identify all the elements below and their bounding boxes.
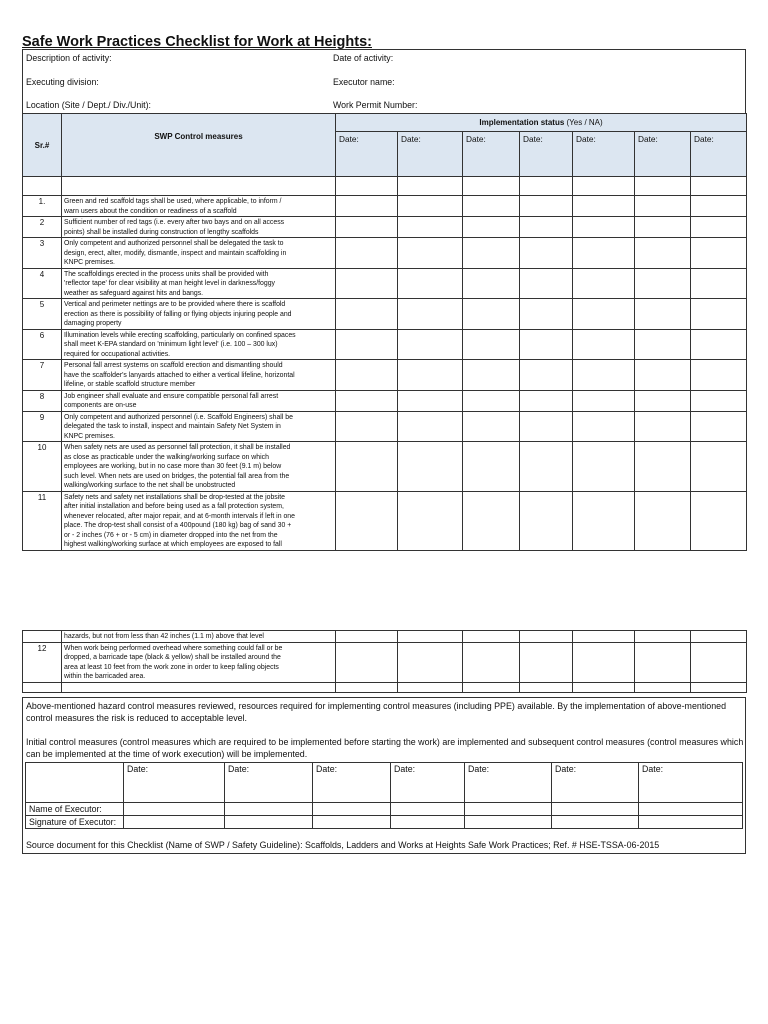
control-measure-line: Only competent and authorized personnel (i.e. Scaffold Engineers) shall be (64, 413, 293, 421)
status-cell[interactable] (463, 442, 520, 492)
control-measure-text (62, 360, 336, 391)
executor-name-cell[interactable] (639, 803, 743, 816)
control-measure-row (23, 390, 747, 411)
control-measure-line: design, erect, alter, modify, dismantle, inspect and maintain scaffolding in (64, 249, 287, 257)
status-cell[interactable] (691, 299, 747, 330)
control-measure-text (62, 442, 336, 492)
status-cell[interactable] (398, 411, 463, 442)
control-measure-line: damaging property (64, 320, 122, 327)
status-cell[interactable] (635, 442, 691, 492)
executor-date-cell[interactable]: Date: (313, 763, 391, 803)
control-measure-text (62, 268, 336, 299)
control-measure-line: warn users about the condition or readiness of a scaffold (64, 207, 237, 215)
row-number: 5 (23, 299, 62, 330)
status-cell[interactable] (691, 268, 747, 299)
executor-signature-cell[interactable] (552, 816, 639, 829)
control-measure-line: delegated the task to install, inspect and maintain Safety Net System in (64, 423, 281, 430)
executor-name-cell[interactable] (552, 803, 639, 816)
status-cell[interactable] (691, 360, 747, 391)
status-cell[interactable] (573, 329, 635, 360)
executor-name-cell[interactable] (225, 803, 313, 816)
status-cell[interactable] (463, 360, 520, 391)
status-cell[interactable] (520, 329, 573, 360)
date-of-activity-field[interactable]: Date of activity: (333, 53, 394, 63)
status-cell[interactable] (398, 329, 463, 360)
control-measure-text (62, 196, 336, 217)
implementation-status-header: Implementation status (Yes / NA) (336, 114, 747, 132)
control-measure-text (62, 217, 336, 238)
continuation-row (23, 631, 747, 643)
control-measure-line: weather as safeguard against hits and bangs. (64, 289, 204, 297)
control-measure-line: walking/working surface to the net shall be unobstructed (64, 482, 236, 489)
control-measure-line: required for occupational activities. (64, 350, 171, 358)
status-cell[interactable] (520, 268, 573, 299)
control-measure-text (62, 299, 336, 330)
status-cell[interactable] (691, 329, 747, 360)
control-measure-row (23, 442, 747, 492)
row-number: 7 (23, 360, 62, 391)
source-document-note: Source document for this Checklist (Name of SWP / Safety Guideline): Scaffolds, Ladders and Works at Heights Safe Work Practices; Ref. # HSE-TSSA-06-2015 (26, 840, 660, 850)
implementation-date-header[interactable]: Date: (635, 132, 691, 177)
control-measure-row (23, 360, 747, 391)
status-cell[interactable] (336, 268, 398, 299)
control-measure-line: points) shall be installed during construction of lengthy scaffolds (64, 228, 259, 236)
status-cell[interactable] (691, 442, 747, 492)
executor-signature-cell[interactable] (465, 816, 552, 829)
status-cell[interactable] (398, 299, 463, 330)
executing-division-field[interactable]: Executing division: (26, 77, 99, 87)
control-measure-line: Illumination levels while erecting scaffolding, particularly on confined spaces (64, 331, 296, 339)
status-cell[interactable] (635, 299, 691, 330)
implementation-date-header[interactable]: Date: (573, 132, 635, 177)
status-cell[interactable] (398, 682, 463, 692)
executor-date-cell[interactable]: Date: (124, 763, 225, 803)
executor-date-cell[interactable]: Date: (465, 763, 552, 803)
row-number: 10 (23, 442, 62, 492)
location-field[interactable]: Location (Site / Dept./ Div./Unit): (26, 100, 151, 110)
status-cell[interactable] (336, 491, 398, 550)
status-cell[interactable] (635, 682, 691, 692)
row-number: 12 (23, 642, 62, 682)
status-cell[interactable] (691, 390, 747, 411)
executor-date-cell[interactable]: Date: (225, 763, 313, 803)
status-cell[interactable] (336, 217, 398, 238)
status-cell[interactable] (398, 442, 463, 492)
control-measure-row (23, 217, 747, 238)
executor-signature-cell[interactable] (639, 816, 743, 829)
executor-date-cell[interactable]: Date: (391, 763, 465, 803)
blank-row (23, 682, 747, 692)
status-cell[interactable] (398, 196, 463, 217)
control-measure-line: KNPC premises. (64, 432, 115, 440)
blank-cell (62, 682, 336, 692)
control-measure-line: Only competent and authorized personnel shall be delegated the task to (64, 240, 284, 247)
control-measure-line: lifeline, or stable scaffold structure member (64, 381, 196, 388)
executor-name-field[interactable]: Executor name: (333, 77, 395, 87)
status-cell[interactable] (336, 299, 398, 330)
control-measure-line: or - 2 inches (76 + or - 5 cm) in diameter dropped into the net from the (64, 531, 278, 539)
control-measure-line: When work being performed overhead where something could fall or be (64, 644, 283, 652)
status-cell[interactable] (520, 299, 573, 330)
executor-name-cell[interactable] (391, 803, 465, 816)
control-measure-row (23, 491, 747, 550)
control-measure-text (62, 491, 336, 550)
row-number: 8 (23, 390, 62, 411)
status-cell[interactable] (635, 411, 691, 442)
control-measure-line: Green and red scaffold tags shall be used, where applicable, to inform / (64, 198, 282, 205)
status-cell[interactable] (573, 299, 635, 330)
status-cell[interactable] (573, 238, 635, 269)
executor-signature-cell[interactable] (124, 816, 225, 829)
control-measure-text (62, 329, 336, 360)
status-cell[interactable] (520, 217, 573, 238)
status-cell[interactable] (463, 217, 520, 238)
control-measure-line: erection as there is possibility of falling or flying objects injuring people and (64, 310, 292, 318)
control-measure-line: area at least 10 feet from the work zone in order to keep falling objects (64, 663, 279, 671)
control-measure-line: 'reflector tape' for clear visibility at man height level in darkness/foggy (64, 280, 275, 287)
control-measure-text (62, 642, 336, 682)
implementation-date-header[interactable]: Date: (336, 132, 398, 177)
status-cell[interactable] (336, 682, 398, 692)
status-cell[interactable] (635, 642, 691, 682)
status-cell[interactable] (336, 642, 398, 682)
status-cell[interactable] (336, 238, 398, 269)
control-measure-line: shall meet K-EPA standard on 'minimum light level' (i.e. 100 – 300 lux) (64, 341, 278, 348)
implementation-date-header[interactable]: Date: (463, 132, 520, 177)
implementation-date-header[interactable]: Date: (691, 132, 747, 177)
control-measure-line: after initial installation and before being used as a fall protection system, (64, 503, 284, 510)
control-measure-line: have the scaffolder's lanyards attached to either a vertical lifeline, horizontal (64, 371, 295, 379)
blank-cell (23, 682, 62, 692)
status-cell[interactable] (463, 268, 520, 299)
control-measure-line: highest walking/working surface at which employees are exposed to fall (64, 541, 282, 548)
status-cell[interactable] (573, 442, 635, 492)
status-cell[interactable] (635, 360, 691, 391)
control-measures-table-continued (22, 630, 747, 693)
description-field[interactable]: Description of activity: (26, 53, 112, 63)
status-cell[interactable] (520, 390, 573, 411)
status-cell[interactable] (398, 642, 463, 682)
control-measure-line: as close as practicable under the walking/working surface on which (64, 453, 269, 461)
control-measure-line: Job engineer shall evaluate and ensure compatible personal fall arrest (64, 392, 279, 400)
control-measure-line: place. The drop-test shall consist of a 400pound (180 kg) bag of sand 30 + (64, 522, 292, 529)
status-cell[interactable] (691, 238, 747, 269)
executor-date-cell[interactable]: Date: (552, 763, 639, 803)
status-cell[interactable] (573, 360, 635, 391)
status-cell[interactable] (691, 642, 747, 682)
status-cell[interactable] (336, 390, 398, 411)
status-cell[interactable] (520, 196, 573, 217)
status-cell[interactable] (463, 411, 520, 442)
status-cell[interactable] (463, 196, 520, 217)
control-measure-line: KNPC premises. (64, 259, 115, 266)
executor-signature-table (25, 762, 743, 829)
status-cell[interactable] (398, 238, 463, 269)
declaration-paragraph-2: Initial control measures (control measures which are required to be implemented before starting the work) are implemented and subsequent control measures (control measures which can be implemented at the time of work execution) will be implemented. (26, 737, 744, 759)
status-cell[interactable] (398, 491, 463, 550)
spacer-row (23, 177, 747, 196)
status-cell[interactable] (520, 411, 573, 442)
implementation-date-header[interactable]: Date: (520, 132, 573, 177)
sr-header: Sr.# (23, 114, 62, 177)
status-cell[interactable] (635, 329, 691, 360)
page-title: Safe Work Practices Checklist for Work at Heights: (22, 34, 372, 50)
control-measure-line: such level. When nets are used on bridges, the potential fall area from the (64, 472, 290, 480)
status-cell[interactable] (691, 411, 747, 442)
row-number: 3 (23, 238, 62, 269)
control-measure-line: whenever relocated, after major repair, and at 6-month intervals if left in one (64, 512, 295, 520)
status-cell[interactable] (520, 238, 573, 269)
activity-header (22, 49, 746, 114)
status-cell[interactable] (520, 360, 573, 391)
status-cell[interactable] (573, 682, 635, 692)
status-cell[interactable] (398, 217, 463, 238)
executor-date-cell[interactable]: Date: (639, 763, 743, 803)
row-number: 9 (23, 411, 62, 442)
status-cell[interactable] (520, 442, 573, 492)
status-cell[interactable] (463, 682, 520, 692)
status-cell[interactable] (573, 196, 635, 217)
status-cell[interactable] (336, 196, 398, 217)
row-number: 1. (23, 196, 62, 217)
control-measure-line: components are on-use (64, 402, 137, 409)
status-cell[interactable] (463, 329, 520, 360)
control-measure-text (62, 390, 336, 411)
status-cell[interactable] (520, 642, 573, 682)
control-measure-line: Vertical and perimeter nettings are to be provided where there is scaffold (64, 301, 286, 308)
implementation-date-header[interactable]: Date: (398, 132, 463, 177)
control-measure-row (23, 642, 747, 682)
control-measure-line: Sufficient number of red tags (i.e. every after two bays and on all access (64, 219, 285, 226)
row-number: 4 (23, 268, 62, 299)
control-measure-text (62, 411, 336, 442)
row-number: 11 (23, 491, 62, 550)
status-cell[interactable] (635, 390, 691, 411)
control-measure-line: Safety nets and safety net installations shall be drop-tested at the jobsite (64, 493, 286, 501)
status-cell[interactable] (336, 442, 398, 492)
executor-signature-cell[interactable] (313, 816, 391, 829)
status-cell[interactable] (520, 682, 573, 692)
status-cell[interactable] (573, 268, 635, 299)
status-cell[interactable] (573, 491, 635, 550)
status-cell[interactable] (691, 217, 747, 238)
control-measure-line: dropped, a barricade tape (black & yellow) shall be installed around the (64, 654, 281, 661)
status-cell[interactable] (635, 491, 691, 550)
status-cell[interactable] (398, 390, 463, 411)
control-measure-line: The scaffoldings erected in the process units shall be provided with (64, 270, 269, 278)
control-measure-line: Personal fall arrest systems on scaffold erection and dismantling should (64, 362, 283, 369)
status-cell[interactable] (520, 491, 573, 550)
status-cell[interactable] (463, 299, 520, 330)
control-measure-line: employees are working, but in no case more than 30 feet (9.1 m) below (64, 463, 282, 470)
status-cell[interactable] (463, 390, 520, 411)
signature-of-executor-label: Signature of Executor: (26, 816, 124, 829)
control-header: SWP Control measures (62, 114, 336, 177)
executor-name-cell[interactable] (313, 803, 391, 816)
executor-signature-cell[interactable] (391, 816, 465, 829)
executor-signature-cell[interactable] (225, 816, 313, 829)
control-measure-row (23, 238, 747, 269)
status-cell[interactable] (463, 238, 520, 269)
control-measure-row (23, 411, 747, 442)
row-number: 6 (23, 329, 62, 360)
name-of-executor-label: Name of Executor: (26, 803, 124, 816)
status-cell[interactable] (691, 491, 747, 550)
status-cell[interactable] (573, 390, 635, 411)
continuation-text: hazards, but not from less than 42 inches (1.1 m) above that level (62, 631, 336, 643)
row-number: 2 (23, 217, 62, 238)
status-cell[interactable] (635, 238, 691, 269)
control-measure-text (62, 238, 336, 269)
status-cell[interactable] (573, 217, 635, 238)
status-cell[interactable] (463, 642, 520, 682)
status-cell[interactable] (691, 196, 747, 217)
status-cell[interactable] (336, 329, 398, 360)
control-measure-row (23, 299, 747, 330)
control-measure-row (23, 268, 747, 299)
work-permit-field[interactable]: Work Permit Number: (333, 100, 418, 110)
status-cell[interactable] (635, 196, 691, 217)
status-cell[interactable] (691, 682, 747, 692)
status-cell[interactable] (573, 642, 635, 682)
control-measure-line: When safety nets are used as personnel fall protection, it shall be installed (64, 444, 291, 451)
control-measures-table (22, 113, 747, 551)
executor-name-cell[interactable] (465, 803, 552, 816)
status-cell[interactable] (635, 268, 691, 299)
status-cell[interactable] (635, 217, 691, 238)
status-cell[interactable] (573, 411, 635, 442)
status-cell[interactable] (336, 360, 398, 391)
control-measure-line: within the barricaded area. (64, 673, 146, 680)
status-cell[interactable] (398, 360, 463, 391)
control-measure-row (23, 329, 747, 360)
status-cell[interactable] (398, 268, 463, 299)
status-cell[interactable] (336, 411, 398, 442)
executor-name-cell[interactable] (124, 803, 225, 816)
status-cell[interactable] (463, 491, 520, 550)
declaration-paragraph-1: Above-mentioned hazard control measures reviewed, resources required for implementing control measures (including PPE) available. By the implementation of above-mentioned control measures the risk is reduced to acceptable level. (26, 701, 727, 723)
control-measure-row (23, 196, 747, 217)
